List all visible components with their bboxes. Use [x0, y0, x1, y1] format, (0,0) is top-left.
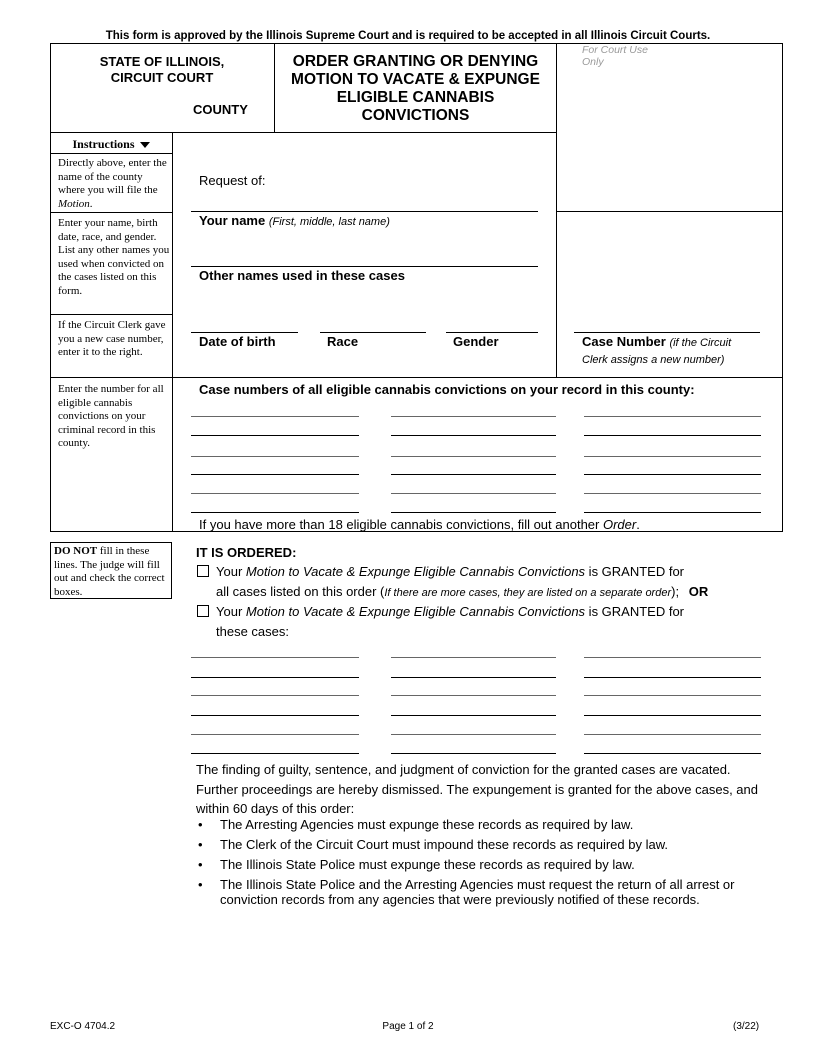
grant-all-text-line2: all cases listed on this order (If there are more cases, they are listed on a separate order); OR: [216, 584, 709, 599]
case-number-line[interactable]: [584, 493, 761, 494]
title-line-3: ELIGIBLE CANNABIS: [336, 89, 495, 106]
granted-case-line[interactable]: [584, 734, 761, 735]
granted-case-line[interactable]: [391, 695, 556, 696]
instructions-column-border: [172, 132, 173, 532]
grant-these-text-line2: these cases:: [216, 624, 289, 639]
header-bottom-border: [50, 132, 557, 133]
bullet-arresting-agencies: The Arresting Agencies must expunge these records as required by law.: [220, 817, 634, 832]
case-number-line[interactable]: [191, 416, 359, 417]
date-of-birth-line[interactable]: [191, 332, 298, 333]
court-use-label: For Court Use Only: [582, 44, 648, 68]
other-names-label: Other names used in these cases: [199, 268, 405, 283]
case-number-line[interactable]: [391, 493, 556, 494]
grant-all-checkbox[interactable]: [197, 565, 209, 577]
court-name: [50, 54, 274, 86]
instruction-case-list: Enter the number for all eligible cannabis convictions on your criminal record in this county.: [58, 383, 164, 449]
triangle-down-icon: [140, 142, 150, 149]
granted-case-line[interactable]: [191, 695, 359, 696]
granted-case-line[interactable]: [191, 677, 359, 678]
gender-line[interactable]: [446, 332, 538, 333]
grant-all-text: Your Motion to Vacate & Expunge Eligible Cannabis Convictions is GRANTED for: [216, 564, 685, 579]
top-border: [50, 43, 783, 44]
granted-case-line[interactable]: [391, 753, 556, 754]
case-number-line[interactable]: [584, 512, 761, 513]
title-line-4: CONVICTIONS: [361, 107, 470, 124]
grant-these-checkbox[interactable]: [197, 605, 209, 617]
case-number-label: Case Number (if the Circuit Clerk assigns a new number): [582, 334, 732, 366]
case-number-line[interactable]: [574, 332, 760, 333]
granted-case-line[interactable]: [584, 695, 761, 696]
granted-case-line[interactable]: [191, 657, 359, 658]
title-line-1: ORDER GRANTING OR DENYING: [292, 53, 539, 70]
case-number-line[interactable]: [191, 435, 359, 436]
circuit-court-line: CIRCUIT COURT: [110, 70, 214, 85]
case-number-line[interactable]: [584, 474, 761, 475]
instructions-header: Instructions: [50, 137, 172, 152]
or-label: OR: [688, 584, 709, 599]
bullet-marker: •: [198, 817, 203, 832]
granted-case-line[interactable]: [391, 677, 556, 678]
page-number: Page 1 of 2: [382, 1021, 434, 1032]
title-line-2: MOTION TO VACATE & EXPUNGE: [291, 71, 540, 88]
instruction-name: Enter your name, birth date, race, and gender. List any other names you used when convicted on the cases listed on this form.: [58, 217, 170, 297]
right-border: [782, 43, 783, 532]
bullet-marker: •: [198, 837, 203, 852]
instruction-county: Directly above, enter the name of the county where you will file the Motion.: [58, 157, 167, 210]
approval-notice: This form is approved by the Illinois Supreme Court and is required to be accepted in all Illinois Circuit Courts.: [105, 30, 711, 42]
bullet-state-police: The Illinois State Police must expunge these records as required by law.: [220, 857, 635, 872]
case-number-line[interactable]: [191, 493, 359, 494]
case-number-line[interactable]: [391, 435, 556, 436]
state-line: STATE OF ILLINOIS,: [99, 54, 225, 69]
your-name-line[interactable]: [191, 211, 538, 212]
case-number-line[interactable]: [391, 474, 556, 475]
left-border: [50, 43, 51, 532]
granted-case-line[interactable]: [191, 753, 359, 754]
case-number-line[interactable]: [191, 456, 359, 457]
court-use-bottom-border: [556, 211, 783, 212]
race-line[interactable]: [320, 332, 426, 333]
granted-case-line[interactable]: [584, 753, 761, 754]
gender-label: Gender: [453, 334, 499, 349]
instruction-case-number: If the Circuit Clerk gave you a new case number, enter it to the right.: [58, 319, 166, 358]
divider-court-use: [556, 43, 557, 377]
case-number-line[interactable]: [584, 435, 761, 436]
case-number-line[interactable]: [191, 512, 359, 513]
it-is-ordered-heading: IT IS ORDERED:: [196, 545, 297, 560]
grant-these-text: Your Motion to Vacate & Expunge Eligible Cannabis Convictions is GRANTED for: [216, 604, 685, 619]
finding-paragraph: The finding of guilty, sentence, and judgment of conviction for the granted cases are vacated. Further proceedings are hereby dismissed. The expungement is granted for the above cases, and within 60 days of this order:: [196, 762, 758, 816]
instructions-header-border: [50, 153, 172, 154]
bullet-return-records: The Illinois State Police and the Arresting Agencies must request the return of all arrest or conviction records from any agencies that were previously notified of these records.: [220, 877, 735, 907]
granted-case-line[interactable]: [391, 734, 556, 735]
race-label: Race: [327, 334, 359, 349]
case-number-line[interactable]: [391, 416, 556, 417]
date-of-birth-label: Date of birth: [199, 334, 276, 349]
case-number-line[interactable]: [391, 512, 556, 513]
section-divider: [50, 377, 783, 378]
case-list-label: Case numbers of all eligible cannabis convictions on your record in this county:: [199, 382, 695, 397]
granted-case-line[interactable]: [191, 734, 359, 735]
case-number-line[interactable]: [391, 456, 556, 457]
case-number-line[interactable]: [191, 474, 359, 475]
more-than-18-note: If you have more than 18 eligible cannabis convictions, fill out another Order.: [199, 517, 640, 532]
instr-divider-2: [50, 314, 172, 315]
granted-case-line[interactable]: [584, 677, 761, 678]
case-number-line[interactable]: [584, 456, 761, 457]
bullet-marker: •: [198, 857, 203, 872]
granted-case-line[interactable]: [584, 657, 761, 658]
bullet-clerk: The Clerk of the Circuit Court must impound these records as required by law.: [220, 837, 668, 852]
request-of-label: Request of:: [199, 173, 266, 188]
bullet-marker: •: [198, 877, 203, 892]
county-label: COUNTY: [193, 102, 248, 117]
form-date: (3/22): [733, 1021, 760, 1032]
form-title: [275, 53, 556, 125]
granted-case-line[interactable]: [584, 715, 761, 716]
granted-case-line[interactable]: [391, 657, 556, 658]
case-number-line[interactable]: [584, 416, 761, 417]
your-name-label: Your name (First, middle, last name): [199, 213, 390, 228]
granted-case-line[interactable]: [391, 715, 556, 716]
form-id: EXC-O 4704.2: [50, 1021, 116, 1032]
judge-instruction: DO NOT fill in these lines. The judge will fill out and check the correct boxes.: [54, 545, 165, 598]
granted-case-line[interactable]: [191, 715, 359, 716]
instr-divider-1: [50, 212, 172, 213]
other-names-line[interactable]: [191, 266, 538, 267]
